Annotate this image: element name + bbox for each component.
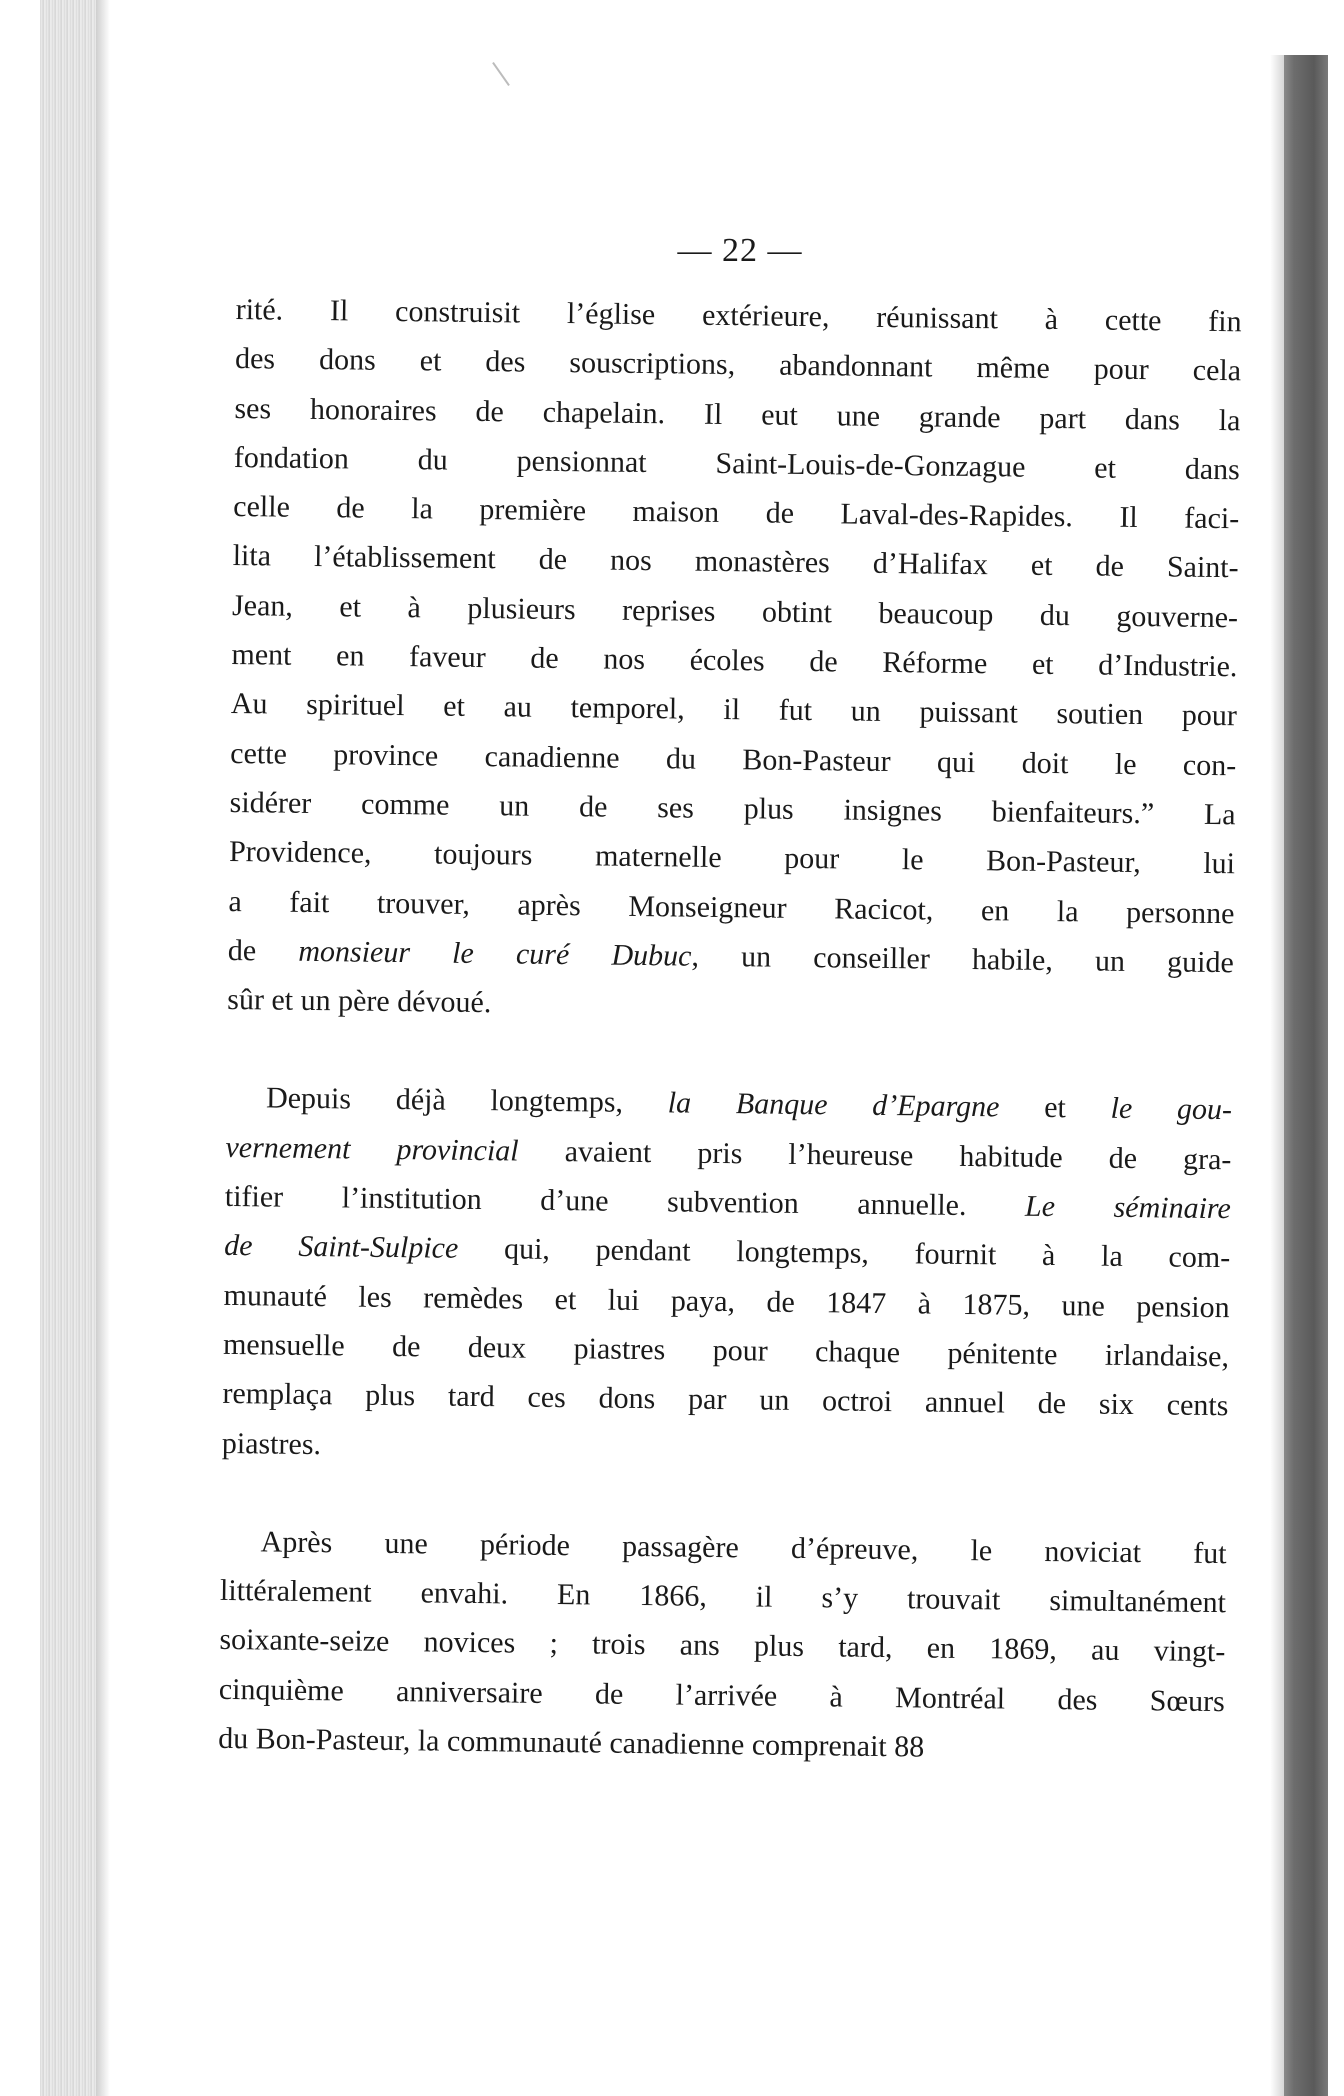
text-segment: fondation du pensionnat Saint-Louis-de-Gonzague et dans xyxy=(233,440,1241,487)
text-segment: rité. Il construisit l’église extérieure, réunissant à cette fin xyxy=(235,292,1242,339)
text-segment: munauté les remèdes et lui paya, de 1847 à 1875, une pension xyxy=(223,1278,1230,1324)
italic-text: le gou- xyxy=(1110,1092,1233,1127)
text-segment: Après une période passagère d’épreuve, le noviciat fut xyxy=(260,1525,1227,1571)
scan-mark xyxy=(492,62,510,86)
text-segment: remplaça plus tard ces dons par un octroi annuel de six cents xyxy=(222,1377,1229,1423)
text-segment: sûr et un père dévoué. xyxy=(227,983,492,1020)
text-segment: , un conseiller habile, un guide xyxy=(691,939,1234,980)
right-edge-highlight xyxy=(1270,55,1284,2096)
page-body xyxy=(218,285,1242,1775)
text-segment: avaient pris l’heureuse habitude de gra- xyxy=(518,1134,1232,1176)
text-segment: a fait trouver, après Monseigneur Racicot, en la personne xyxy=(228,884,1235,930)
text-segment: Depuis déjà longtemps, xyxy=(265,1081,668,1120)
text-segment: Jean, et à plusieurs reprises obtint beaucoup du gouverne- xyxy=(231,588,1239,635)
text-segment: celle de la première maison de Laval-des-Rapides. Il faci- xyxy=(233,490,1240,536)
text-segment: soixante-seize novices ; trois ans plus tard, en 1869, au vingt- xyxy=(219,1623,1226,1669)
text-segment: Providence, toujours maternelle pour le Bon-Pasteur, lui xyxy=(228,835,1236,881)
italic-text: de Saint-Sulpice xyxy=(224,1229,459,1266)
italic-text: Le séminaire xyxy=(1024,1189,1231,1226)
italic-text: la Banque d’Epargne xyxy=(667,1086,1000,1124)
paragraph xyxy=(218,1517,1227,1776)
text-segment: Au spirituel et au temporel, il fut un puissant soutien pour xyxy=(230,687,1238,733)
text-segment: cette province canadienne du Bon-Pasteur qui doit le con- xyxy=(230,736,1237,782)
italic-text: monsieur le curé Dubuc xyxy=(298,934,692,973)
page-number: — 22 — xyxy=(677,232,803,269)
text-segment: de xyxy=(227,933,299,968)
binding-shadow xyxy=(96,0,110,2096)
paragraph xyxy=(222,1073,1233,1480)
text-segment: ses honoraires de chapelain. Il eut une grande part dans la xyxy=(234,391,1241,437)
italic-text: vernement provincial xyxy=(225,1130,519,1168)
text-segment: ment en faveur de nos écoles de Réforme et d’Industrie. xyxy=(231,638,1238,684)
text-segment: piastres. xyxy=(221,1426,322,1461)
right-page-edge xyxy=(1284,55,1328,2096)
book-page-edges xyxy=(40,0,100,2096)
text-segment: mensuelle de deux piastres pour chaque pénitente irlandaise, xyxy=(222,1327,1230,1374)
text-segment: des dons et des souscriptions, abandonnant même pour cela xyxy=(234,342,1242,388)
text-segment: sidérer comme un de ses plus insignes bienfaiteurs.” La xyxy=(229,785,1236,832)
text-segment: du Bon-Pasteur, la communauté canadienne comprenait 88 xyxy=(218,1721,925,1764)
text-segment: littéralement envahi. En 1866, il s’y trouvait simultanément xyxy=(219,1574,1227,1620)
text-segment: qui, pendant longtemps, fournit à la com- xyxy=(458,1232,1231,1275)
text-segment: tifier l’institution d’une subvention annuelle. xyxy=(224,1179,1026,1223)
text-segment: lita l’établissement de nos monastères d’Halifax et de Saint- xyxy=(232,539,1239,585)
text-segment: et xyxy=(999,1090,1111,1126)
text-segment: cinquième anniversaire de l’arrivée à Montréal des Sœurs xyxy=(218,1672,1225,1718)
paragraph xyxy=(227,285,1242,1037)
